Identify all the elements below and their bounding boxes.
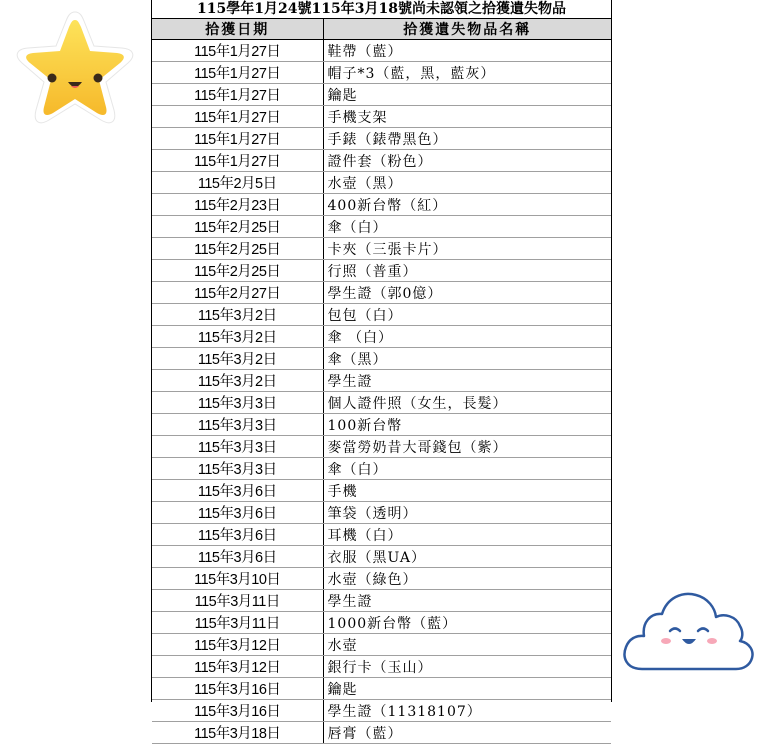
found-date-cell: 115年3月2日 xyxy=(152,370,323,392)
table-row xyxy=(152,656,611,678)
column-header-item: 拾獲遺失物品名稱 xyxy=(323,19,611,40)
item-name-cell: 傘（白） xyxy=(323,216,611,238)
table-row xyxy=(152,458,611,480)
found-date-cell: 115年2月25日 xyxy=(152,260,323,282)
table-row xyxy=(152,84,611,106)
table-row xyxy=(152,326,611,348)
smiling-star-icon xyxy=(2,6,148,144)
item-name-cell: 傘（白） xyxy=(323,458,611,480)
item-name-cell: 傘 （白） xyxy=(323,326,611,348)
found-date-cell: 115年3月16日 xyxy=(152,700,323,722)
lost-items-sheet xyxy=(151,0,612,742)
table-row xyxy=(152,348,611,370)
table-row xyxy=(152,260,611,282)
found-date-cell: 115年3月3日 xyxy=(152,458,323,480)
table-row xyxy=(152,128,611,150)
table-row xyxy=(152,282,611,304)
item-name-cell: 帽子*3（藍，黑，藍灰） xyxy=(323,62,611,84)
table-row xyxy=(152,480,611,502)
item-name-cell: 100新台幣 xyxy=(323,414,611,436)
item-name-cell: 傘（黑） xyxy=(323,348,611,370)
item-name-cell: 手機支架 xyxy=(323,106,611,128)
table-row xyxy=(152,700,611,722)
table-row xyxy=(152,722,611,744)
table-row xyxy=(152,414,611,436)
found-date-cell: 115年2月23日 xyxy=(152,194,323,216)
found-date-cell: 115年1月27日 xyxy=(152,106,323,128)
item-name-cell: 筆袋（透明） xyxy=(323,502,611,524)
table-row xyxy=(152,590,611,612)
table-row xyxy=(152,106,611,128)
item-name-cell: 鑰匙 xyxy=(323,84,611,106)
table-row xyxy=(152,502,611,524)
item-name-cell: 包包（白） xyxy=(323,304,611,326)
found-date-cell: 115年1月27日 xyxy=(152,62,323,84)
table-row xyxy=(152,612,611,634)
sheet-title: 115學年1月24號115年3月18號尚未認領之拾獲遺失物品 xyxy=(152,0,611,19)
table-row xyxy=(152,568,611,590)
item-name-cell: 衣服（黑UA） xyxy=(323,546,611,568)
found-date-cell: 115年3月3日 xyxy=(152,436,323,458)
table-row xyxy=(152,524,611,546)
item-name-cell: 水壺（黑） xyxy=(323,172,611,194)
found-date-cell: 115年3月3日 xyxy=(152,414,323,436)
found-date-cell: 115年3月6日 xyxy=(152,480,323,502)
item-name-cell: 鞋帶（藍） xyxy=(323,40,611,62)
column-header-date: 拾獲日期 xyxy=(152,19,323,40)
item-name-cell: 1000新台幣（藍） xyxy=(323,612,611,634)
item-name-cell: 耳機（白） xyxy=(323,524,611,546)
found-date-cell: 115年1月27日 xyxy=(152,150,323,172)
item-name-cell: 學生證（郭0億） xyxy=(323,282,611,304)
item-name-cell: 學生證 xyxy=(323,370,611,392)
smiling-cloud-icon xyxy=(620,583,756,678)
found-date-cell: 115年3月18日 xyxy=(152,722,323,744)
table-row xyxy=(152,150,611,172)
item-name-cell: 麥當勞奶昔大哥錢包（紫） xyxy=(323,436,611,458)
table-header-row xyxy=(152,19,611,40)
table-row xyxy=(152,392,611,414)
item-name-cell: 行照（普重） xyxy=(323,260,611,282)
found-date-cell: 115年3月2日 xyxy=(152,348,323,370)
table-row xyxy=(152,304,611,326)
found-date-cell: 115年1月27日 xyxy=(152,40,323,62)
table-row xyxy=(152,194,611,216)
item-name-cell: 學生證 xyxy=(323,590,611,612)
table-row xyxy=(152,62,611,84)
found-date-cell: 115年3月6日 xyxy=(152,502,323,524)
found-date-cell: 115年3月6日 xyxy=(152,546,323,568)
found-date-cell: 115年3月10日 xyxy=(152,568,323,590)
table-row xyxy=(152,634,611,656)
item-name-cell: 銀行卡（玉山） xyxy=(323,656,611,678)
item-name-cell: 鑰匙 xyxy=(323,678,611,700)
item-name-cell: 卡夾（三張卡片） xyxy=(323,238,611,260)
table-row xyxy=(152,40,611,62)
item-name-cell: 手機 xyxy=(323,480,611,502)
found-date-cell: 115年3月12日 xyxy=(152,634,323,656)
found-date-cell: 115年2月25日 xyxy=(152,216,323,238)
found-date-cell: 115年2月25日 xyxy=(152,238,323,260)
table-row xyxy=(152,370,611,392)
found-date-cell: 115年1月27日 xyxy=(152,84,323,106)
lost-items-table xyxy=(152,19,611,744)
found-date-cell: 115年3月11日 xyxy=(152,612,323,634)
item-name-cell: 唇膏（藍） xyxy=(323,722,611,744)
item-name-cell: 個人證件照（女生，長髮） xyxy=(323,392,611,414)
found-date-cell: 115年2月5日 xyxy=(152,172,323,194)
item-name-cell: 400新台幣（紅） xyxy=(323,194,611,216)
found-date-cell: 115年3月2日 xyxy=(152,304,323,326)
item-name-cell: 水壺（綠色） xyxy=(323,568,611,590)
table-row xyxy=(152,546,611,568)
found-date-cell: 115年2月27日 xyxy=(152,282,323,304)
table-row xyxy=(152,238,611,260)
item-name-cell: 水壺 xyxy=(323,634,611,656)
table-row xyxy=(152,436,611,458)
item-name-cell: 手錶（錶帶黑色） xyxy=(323,128,611,150)
found-date-cell: 115年3月11日 xyxy=(152,590,323,612)
found-date-cell: 115年3月12日 xyxy=(152,656,323,678)
item-name-cell: 學生證（11318107） xyxy=(323,700,611,722)
table-row xyxy=(152,216,611,238)
table-row xyxy=(152,172,611,194)
item-name-cell: 證件套（粉色） xyxy=(323,150,611,172)
found-date-cell: 115年1月27日 xyxy=(152,128,323,150)
found-date-cell: 115年3月2日 xyxy=(152,326,323,348)
found-date-cell: 115年3月16日 xyxy=(152,678,323,700)
table-row xyxy=(152,678,611,700)
found-date-cell: 115年3月3日 xyxy=(152,392,323,414)
found-date-cell: 115年3月6日 xyxy=(152,524,323,546)
